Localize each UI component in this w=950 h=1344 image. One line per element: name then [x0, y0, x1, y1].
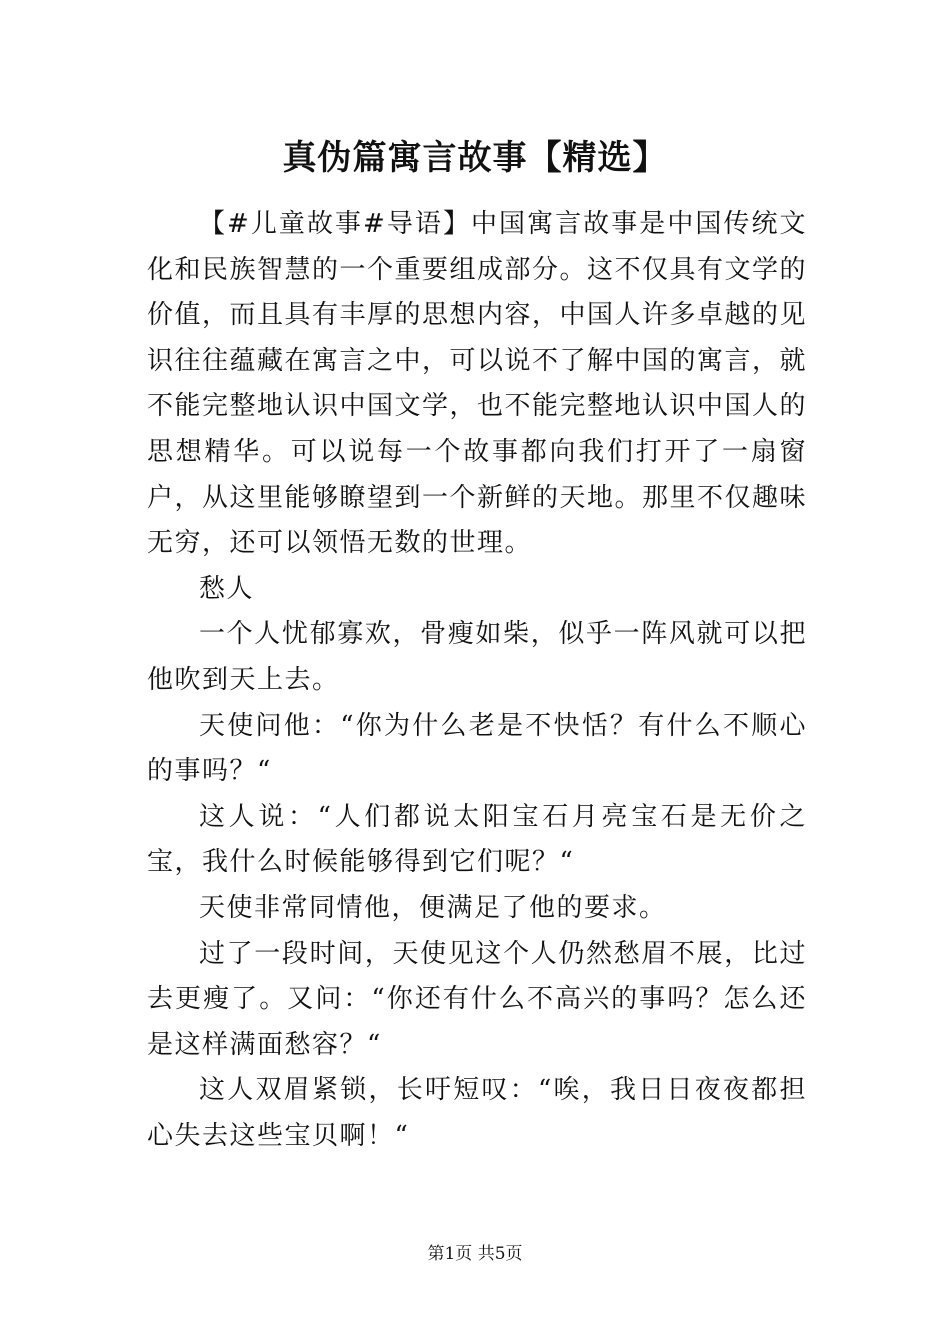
story-heading: 愁人: [199, 573, 255, 604]
story-paragraph: 天使问他：“你为什么老是不快恬？有什么不顺心的事吗？“: [147, 710, 807, 787]
story-paragraph: 这人说：“人们都说太阳宝石月亮宝石是无价之宝，我什么时候能够得到它们呢？“: [147, 801, 807, 878]
story-paragraph: 过了一段时间，天使见这个人仍然愁眉不展，比过去更瘦了。又问：“你还有什么不高兴的事吗？怎么还是这样满面愁容？“: [147, 938, 807, 1060]
intro-paragraph: 【#儿童故事#导语】中国寓言故事是中国传统文化和民族智慧的一个重要组成部分。这不仅具有文学的价值，而且具有丰厚的思想内容，中国人许多卓越的见识往往蕴藏在寓言之中，可以说不了解中国的寓言，就不能完整地认识中国文学，也不能完整地认识中国人的思想精华。可以说每一个故事都向我们打开了一扇窗户，从这里能够瞭望到一个新鲜的天地。那里不仅趣味无穷，还可以领悟无数的世理。: [147, 209, 808, 559]
document-body: [147, 202, 807, 1159]
story-paragraph: 天使非常同情他，便满足了他的要求。: [199, 892, 667, 923]
story-paragraph: 这人双眉紧锁，长吁短叹：“唉，我日日夜夜都担心失去这些宝贝啊！“: [147, 1075, 807, 1151]
story-paragraph: 一个人忧郁寡欢，骨瘦如柴，似乎一阵风就可以把他吹到天上去。: [147, 619, 807, 695]
document-title: 真伪篇寓言故事【精选】: [282, 138, 668, 178]
page-number-footer: 第1页 共5页: [427, 1244, 523, 1264]
